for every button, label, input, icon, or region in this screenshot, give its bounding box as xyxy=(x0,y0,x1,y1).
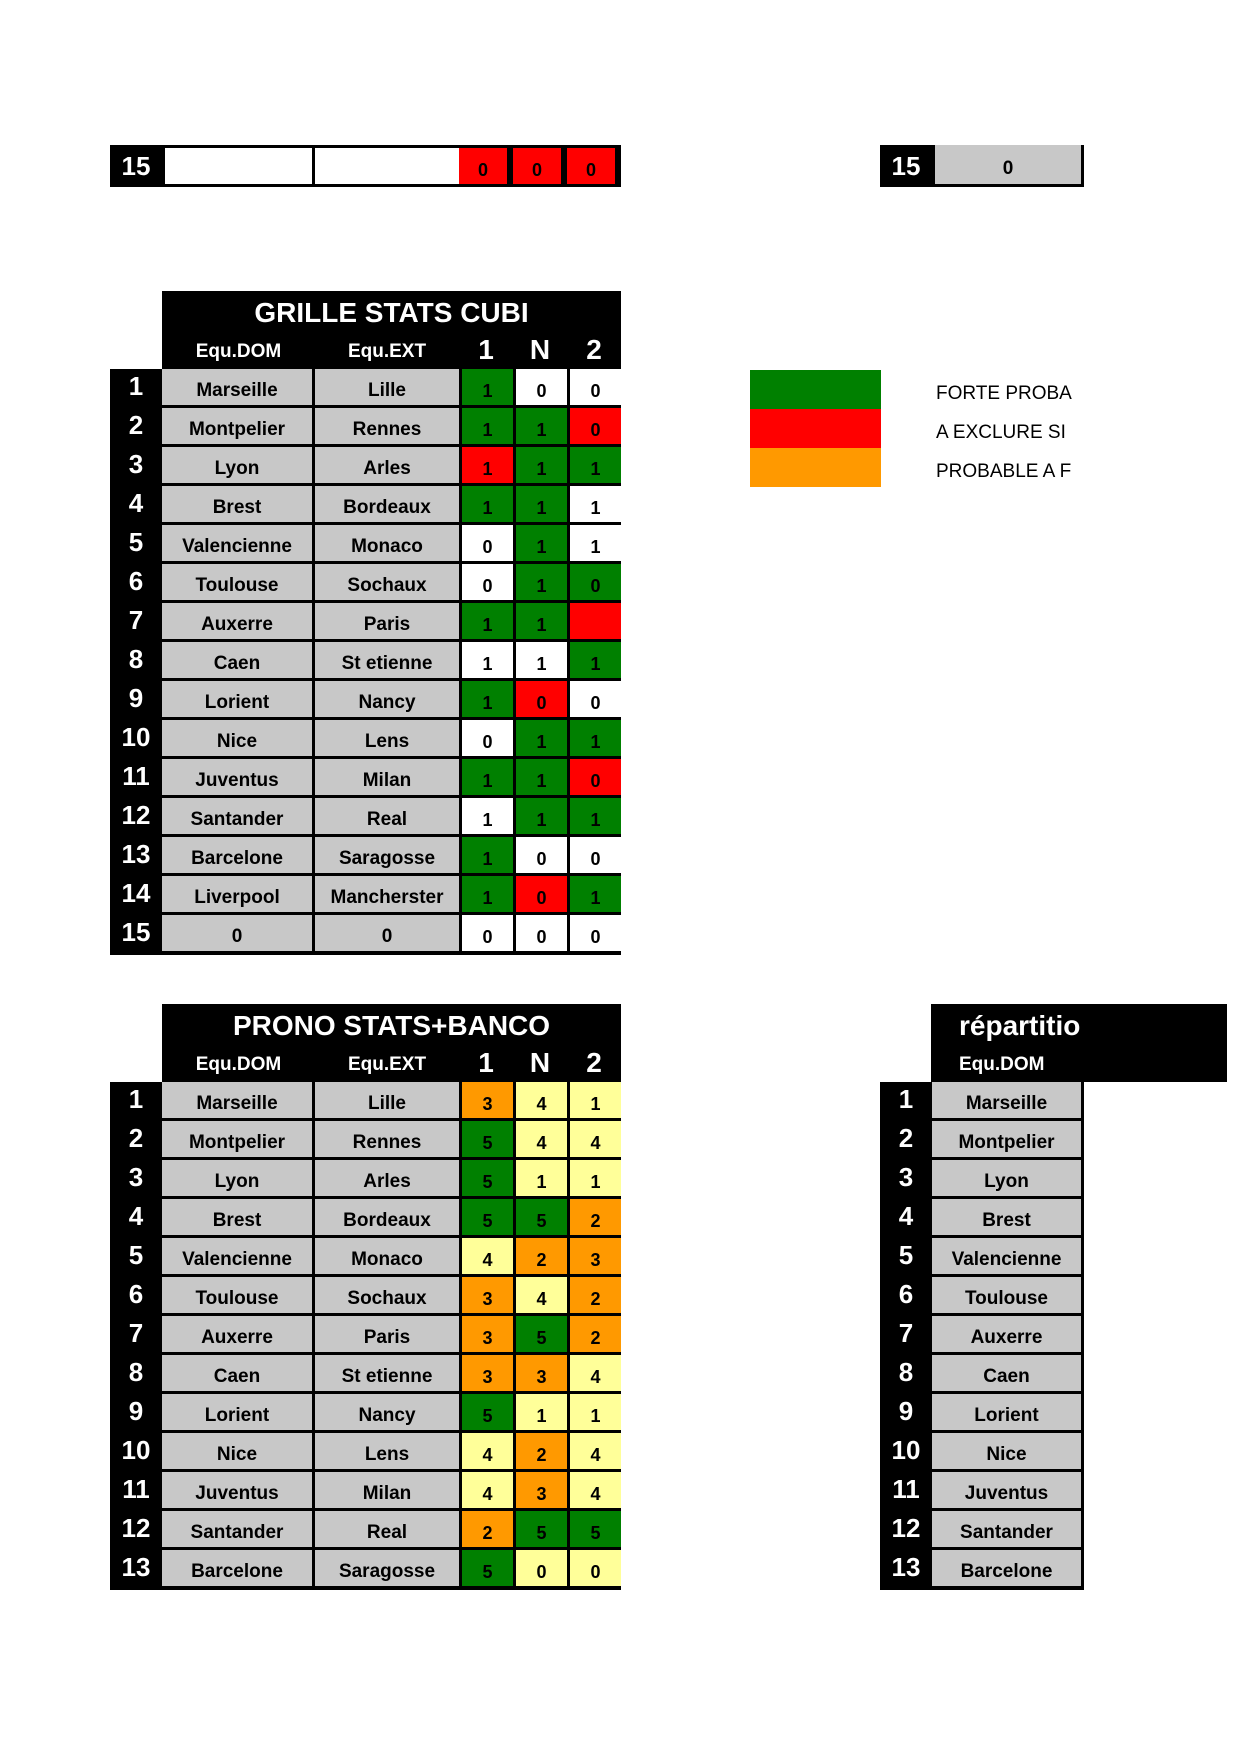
repartition-title: répartitio xyxy=(959,1010,1081,1041)
stats-home-team: Auxerre xyxy=(162,603,315,642)
prono-home-team: Marseille xyxy=(162,1082,315,1121)
stats-away-team: Saragosse xyxy=(315,837,462,876)
stats-prob-2 xyxy=(570,603,621,642)
prono-prob-n: 1 xyxy=(516,1160,570,1199)
prono-away-team: Lille xyxy=(315,1082,462,1121)
prono-prob-2: 1 xyxy=(570,1160,621,1199)
top-right-row xyxy=(880,145,1084,187)
prono-prob-2: 4 xyxy=(570,1355,621,1394)
rep-home-team: Juventus xyxy=(932,1472,1084,1511)
prono-prob-2: 2 xyxy=(570,1277,621,1316)
prono-away-team: Monaco xyxy=(315,1238,462,1277)
stats-away-team: Rennes xyxy=(315,408,462,447)
stats-col-1: 1 xyxy=(478,334,494,365)
stats-prob-2: 0 xyxy=(570,759,621,798)
prono-home-team: Toulouse xyxy=(162,1277,315,1316)
prono-prob-n: 1 xyxy=(516,1394,570,1433)
stats-prob-1: 1 xyxy=(462,681,516,720)
stats-prob-1: 1 xyxy=(462,408,516,447)
stats-home-team: Caen xyxy=(162,642,315,681)
prono-col-2: 2 xyxy=(586,1047,602,1078)
prono-prob-n: 4 xyxy=(516,1277,570,1316)
prono-prob-n: 3 xyxy=(516,1355,570,1394)
prono-row-number: 13 xyxy=(121,1552,151,1582)
prono-away-team: Saragosse xyxy=(315,1550,462,1589)
prono-prob-n: 5 xyxy=(516,1199,570,1238)
stats-prob-2: 1 xyxy=(570,798,621,837)
prono-prob-1: 5 xyxy=(462,1199,516,1238)
prono-home-team: Juventus xyxy=(162,1472,315,1511)
stats-home-team: Lorient xyxy=(162,681,315,720)
prono-home-team: Valencienne xyxy=(162,1238,315,1277)
rep-row-number: 7 xyxy=(898,1318,914,1348)
prono-prob-n: 5 xyxy=(516,1511,570,1550)
prono-away-team: Milan xyxy=(315,1472,462,1511)
stats-home-team: Juventus xyxy=(162,759,315,798)
prono-prob-1: 5 xyxy=(462,1394,516,1433)
prono-prob-n: 2 xyxy=(516,1433,570,1472)
stats-row-number: 9 xyxy=(128,683,144,713)
legend xyxy=(750,370,1085,487)
legend-swatch-red xyxy=(750,409,881,448)
stats-prob-n: 0 xyxy=(516,876,570,915)
stats-prob-2: 1 xyxy=(570,525,621,564)
prono-home-team: Santander xyxy=(162,1511,315,1550)
prono-home-team: Caen xyxy=(162,1355,315,1394)
stats-prob-n: 1 xyxy=(516,525,570,564)
stats-away-team: 0 xyxy=(315,915,462,954)
rep-home-team: Lyon xyxy=(932,1160,1084,1199)
stats-away-team: Monaco xyxy=(315,525,462,564)
stats-prob-n: 1 xyxy=(516,759,570,798)
prono-prob-1: 3 xyxy=(462,1316,516,1355)
stats-away-team: Lens xyxy=(315,720,462,759)
prono-away-team: Nancy xyxy=(315,1394,462,1433)
rep-home-team: Barcelone xyxy=(932,1550,1084,1589)
prono-away-team: Rennes xyxy=(315,1121,462,1160)
stats-col-2: 2 xyxy=(586,334,602,365)
stats-prob-n: 1 xyxy=(516,408,570,447)
stats-row-number: 5 xyxy=(128,527,144,557)
prono-prob-2: 4 xyxy=(570,1472,621,1511)
stats-home-team: Marseille xyxy=(162,369,315,408)
prono-home-team: Lorient xyxy=(162,1394,315,1433)
prono-home-team: Auxerre xyxy=(162,1316,315,1355)
prono-prob-1: 5 xyxy=(462,1160,516,1199)
prono-prob-1: 4 xyxy=(462,1472,516,1511)
rep-row-number: 3 xyxy=(898,1162,914,1192)
prono-away-team: Bordeaux xyxy=(315,1199,462,1238)
stats-home-team: Montpelier xyxy=(162,408,315,447)
stats-away-team: Paris xyxy=(315,603,462,642)
stats-away-team: Nancy xyxy=(315,681,462,720)
stats-row-number: 13 xyxy=(121,839,151,869)
prono-row-number: 3 xyxy=(128,1162,144,1192)
stats-prob-1: 1 xyxy=(462,876,516,915)
prono-table-title: PRONO STATS+BANCO xyxy=(232,1010,551,1041)
stats-prob-2: 0 xyxy=(570,408,621,447)
prono-prob-1: 4 xyxy=(462,1433,516,1472)
prono-away-team: Sochaux xyxy=(315,1277,462,1316)
stats-away-team: Sochaux xyxy=(315,564,462,603)
legend-label: FORTE PROBA xyxy=(936,383,1072,404)
prono-prob-1: 3 xyxy=(462,1277,516,1316)
stats-home-team: Brest xyxy=(162,486,315,525)
stats-prob-n: 1 xyxy=(516,447,570,486)
prono-col-home: Equ.DOM xyxy=(195,1054,282,1075)
rep-row-number: 10 xyxy=(891,1435,921,1465)
rep-row-number: 5 xyxy=(898,1240,914,1270)
prono-prob-2: 1 xyxy=(570,1394,621,1433)
prono-prob-n: 5 xyxy=(516,1316,570,1355)
prono-prob-2: 4 xyxy=(570,1433,621,1472)
stats-prob-1: 0 xyxy=(462,564,516,603)
stats-row-number: 12 xyxy=(121,800,151,830)
stats-home-team: Toulouse xyxy=(162,564,315,603)
stats-prob-2: 1 xyxy=(570,486,621,525)
stats-home-team: Valencienne xyxy=(162,525,315,564)
stats-prob-n: 1 xyxy=(516,603,570,642)
prono-home-team: Lyon xyxy=(162,1160,315,1199)
prono-home-team: Barcelone xyxy=(162,1550,315,1589)
stats-prob-2: 0 xyxy=(570,915,621,954)
legend-label: PROBABLE A F xyxy=(936,461,1072,482)
stats-prob-2: 1 xyxy=(570,642,621,681)
stats-prob-n: 0 xyxy=(516,915,570,954)
prono-away-team: Arles xyxy=(315,1160,462,1199)
stats-prob-n: 0 xyxy=(516,681,570,720)
prono-away-team: Lens xyxy=(315,1433,462,1472)
stats-prob-1: 1 xyxy=(462,447,516,486)
prono-prob-2: 2 xyxy=(570,1199,621,1238)
stats-prob-1: 1 xyxy=(462,369,516,408)
stats-prob-1: 0 xyxy=(462,915,516,954)
stats-home-team: Liverpool xyxy=(162,876,315,915)
prono-prob-2: 3 xyxy=(570,1238,621,1277)
repartition-header xyxy=(931,1004,1227,1082)
top-row-home-cell xyxy=(165,148,312,184)
prono-prob-1: 5 xyxy=(462,1550,516,1589)
rep-row-number: 1 xyxy=(898,1084,914,1114)
stats-away-team: Arles xyxy=(315,447,462,486)
stats-prob-1: 1 xyxy=(462,798,516,837)
prono-prob-1: 3 xyxy=(462,1082,516,1121)
prono-row-number: 8 xyxy=(128,1357,144,1387)
stats-prob-1: 1 xyxy=(462,642,516,681)
prono-row-number: 5 xyxy=(128,1240,144,1270)
rep-home-team: Marseille xyxy=(932,1082,1084,1121)
prono-row-number: 12 xyxy=(121,1513,151,1543)
prono-prob-n: 2 xyxy=(516,1238,570,1277)
stats-home-team: Lyon xyxy=(162,447,315,486)
stats-prob-1: 1 xyxy=(462,603,516,642)
stats-prob-n: 1 xyxy=(516,486,570,525)
prono-row-number: 4 xyxy=(128,1201,144,1231)
prono-row-number: 9 xyxy=(128,1396,144,1426)
top-row xyxy=(110,145,621,187)
stats-prob-2: 0 xyxy=(570,837,621,876)
stats-table xyxy=(110,291,621,955)
top-row-value-2: 0 xyxy=(513,148,564,184)
rep-home-team: Valencienne xyxy=(932,1238,1084,1277)
stats-row-number: 11 xyxy=(122,761,150,791)
prono-prob-2: 0 xyxy=(570,1550,621,1589)
top-row-number: 15 xyxy=(121,151,151,181)
prono-prob-1: 3 xyxy=(462,1355,516,1394)
stats-row-number: 7 xyxy=(128,605,144,635)
stats-away-team: St etienne xyxy=(315,642,462,681)
stats-prob-n: 1 xyxy=(516,798,570,837)
stats-col-home: Equ.DOM xyxy=(195,341,282,362)
rep-home-team: Santander xyxy=(932,1511,1084,1550)
legend-swatch-green xyxy=(750,370,881,409)
prono-prob-2: 2 xyxy=(570,1316,621,1355)
rep-home-team: Brest xyxy=(932,1199,1084,1238)
stats-prob-1: 1 xyxy=(462,837,516,876)
stats-prob-1: 1 xyxy=(462,486,516,525)
rep-home-team: Toulouse xyxy=(932,1277,1084,1316)
stats-row-number: 4 xyxy=(128,488,144,518)
stats-row-number: 15 xyxy=(121,917,151,947)
prono-away-team: Paris xyxy=(315,1316,462,1355)
stats-row-number: 2 xyxy=(128,410,144,440)
stats-prob-n: 1 xyxy=(516,720,570,759)
prono-away-team: St etienne xyxy=(315,1355,462,1394)
rep-row-number: 2 xyxy=(898,1123,914,1153)
prono-prob-n: 4 xyxy=(516,1121,570,1160)
stats-prob-1: 0 xyxy=(462,720,516,759)
stats-row-number: 3 xyxy=(128,449,144,479)
stats-away-team: Bordeaux xyxy=(315,486,462,525)
prono-col-away: Equ.EXT xyxy=(347,1054,427,1075)
stats-away-team: Real xyxy=(315,798,462,837)
prono-home-team: Nice xyxy=(162,1433,315,1472)
stats-prob-n: 0 xyxy=(516,369,570,408)
prono-table xyxy=(110,1004,621,1590)
stats-prob-n: 1 xyxy=(516,642,570,681)
rep-home-team: Auxerre xyxy=(932,1316,1084,1355)
stats-prob-n: 0 xyxy=(516,837,570,876)
prono-row-number: 7 xyxy=(128,1318,144,1348)
prono-prob-1: 5 xyxy=(462,1121,516,1160)
prono-prob-1: 2 xyxy=(462,1511,516,1550)
prono-row-number: 10 xyxy=(121,1435,151,1465)
legend-label: A EXCLURE SI xyxy=(936,422,1066,443)
rep-home-team: Nice xyxy=(932,1433,1084,1472)
rep-row-number: 9 xyxy=(898,1396,914,1426)
prono-row-number: 1 xyxy=(128,1084,144,1114)
prono-prob-1: 4 xyxy=(462,1238,516,1277)
prono-home-team: Brest xyxy=(162,1199,315,1238)
stats-prob-1: 1 xyxy=(462,759,516,798)
rep-row-number: 11 xyxy=(892,1474,920,1504)
prono-row-number: 11 xyxy=(122,1474,150,1504)
prono-col-1: 1 xyxy=(478,1047,494,1078)
stats-prob-2: 0 xyxy=(570,564,621,603)
top-row-value-3: 0 xyxy=(567,148,618,184)
rep-home-team: Montpelier xyxy=(932,1121,1084,1160)
rep-home-team: Lorient xyxy=(932,1394,1084,1433)
stats-prob-2: 1 xyxy=(570,876,621,915)
rep-row-number: 8 xyxy=(898,1357,914,1387)
rep-row-number: 6 xyxy=(898,1279,914,1309)
prono-row-number: 6 xyxy=(128,1279,144,1309)
stats-row-number: 14 xyxy=(121,878,151,908)
rep-row-number: 13 xyxy=(891,1552,921,1582)
stats-table-title: GRILLE STATS CUBI xyxy=(254,297,529,328)
prono-prob-2: 4 xyxy=(570,1121,621,1160)
prono-row-number: 2 xyxy=(128,1123,144,1153)
prono-col-n: N xyxy=(529,1047,551,1078)
stats-row-number: 10 xyxy=(121,722,151,752)
stats-prob-1: 0 xyxy=(462,525,516,564)
legend-swatch-orange xyxy=(750,448,881,487)
stats-home-team: Barcelone xyxy=(162,837,315,876)
rep-home-team: Caen xyxy=(932,1355,1084,1394)
stats-prob-n: 1 xyxy=(516,564,570,603)
prono-prob-n: 4 xyxy=(516,1082,570,1121)
prono-away-team: Real xyxy=(315,1511,462,1550)
stats-away-team: Milan xyxy=(315,759,462,798)
stats-row-number: 1 xyxy=(128,371,144,401)
prono-prob-n: 0 xyxy=(516,1550,570,1589)
rep-row-number: 4 xyxy=(898,1201,914,1231)
repartition-table xyxy=(880,1082,1084,1590)
stats-col-n: N xyxy=(529,334,551,365)
stats-away-team: Lille xyxy=(315,369,462,408)
stats-col-away: Equ.EXT xyxy=(347,341,427,362)
repartition-col-home: Equ.DOM xyxy=(959,1054,1045,1075)
stats-home-team: Nice xyxy=(162,720,315,759)
prono-prob-2: 5 xyxy=(570,1511,621,1550)
stats-away-team: Mancherster xyxy=(315,876,462,915)
top-right-row-value: 0 xyxy=(935,145,1081,184)
prono-prob-2: 1 xyxy=(570,1082,621,1121)
stats-prob-2: 1 xyxy=(570,720,621,759)
stats-row-number: 6 xyxy=(128,566,144,596)
top-row-value-1: 0 xyxy=(459,148,510,184)
top-row-away-cell xyxy=(315,148,459,184)
prono-home-team: Montpelier xyxy=(162,1121,315,1160)
prono-prob-n: 3 xyxy=(516,1472,570,1511)
stats-home-team: 0 xyxy=(162,915,315,954)
rep-row-number: 12 xyxy=(891,1513,921,1543)
top-right-row-number: 15 xyxy=(891,151,921,181)
stats-prob-2: 1 xyxy=(570,447,621,486)
stats-home-team: Santander xyxy=(162,798,315,837)
stats-prob-2: 0 xyxy=(570,369,621,408)
stats-row-number: 8 xyxy=(128,644,144,674)
stats-prob-2: 0 xyxy=(570,681,621,720)
